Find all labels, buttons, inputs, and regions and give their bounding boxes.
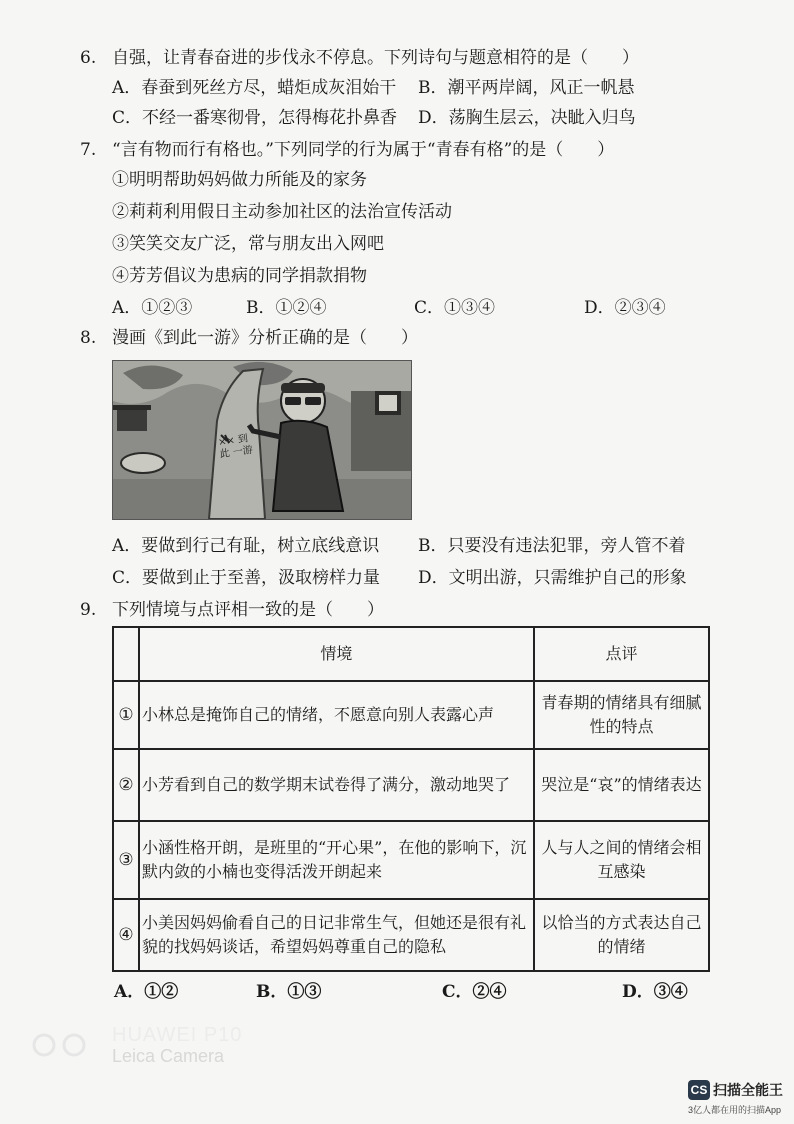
row-number: ②: [113, 749, 139, 821]
camscanner-tagline: 3亿人都在用的扫描App: [688, 1105, 782, 1115]
q8-number: 8.: [80, 328, 97, 348]
q7-option-d: D．②③④: [584, 298, 666, 318]
q6-option-a: A．春蚕到死丝方尽，蜡炬成灰泪始干: [112, 78, 397, 98]
q8-stem: 8. 漫画《到此一游》分析正确的是（ ）: [80, 328, 418, 348]
camscanner-name: 扫描全能王: [713, 1082, 783, 1098]
table-header-comment: 点评: [534, 627, 709, 681]
row-comment: 哭泣是“哀”的情绪表达: [534, 749, 709, 821]
row-context: 小芳看到自己的数学期末试卷得了满分，激动地哭了: [139, 749, 534, 821]
table-row: [113, 749, 709, 821]
row-comment: 以恰当的方式表达自己的情绪: [534, 899, 709, 971]
q7-item-2: ②莉莉利用假日主动参加社区的法治宣传活动: [112, 202, 452, 222]
table-header-row: [113, 627, 709, 681]
row-context: 小林总是掩饰自己的情绪，不愿意向别人表露心声: [139, 681, 534, 749]
table-header-context: 情境: [139, 627, 534, 681]
table-row: [113, 899, 709, 971]
q9-option-b: B．①③: [256, 982, 322, 1002]
q7-option-c: C．①③④: [414, 298, 496, 318]
cartoon-image: [112, 360, 412, 520]
q6-option-d: D．荡胸生层云，决眦入归鸟: [418, 108, 636, 128]
q7-number: 7.: [80, 140, 97, 160]
camscanner-logo-icon: CS: [688, 1080, 710, 1100]
q8-option-a: A．要做到行己有耻，树立底线意识: [112, 536, 380, 556]
q6-stem: 6. 自强，让青春奋进的步伐永不停息。下列诗句与题意相符的是（ ）: [80, 48, 639, 68]
row-context: 小涵性格开朗，是班里的“开心果”，在他的影响下，沉默内敛的小楠也变得活泼开朗起来: [139, 821, 534, 899]
q8-option-c: C．要做到止于至善，汲取榜样力量: [112, 568, 381, 588]
table-row: [113, 821, 709, 899]
camera-watermark-logo: [30, 1030, 100, 1060]
table-row: [113, 681, 709, 749]
q7-item-1: ①明明帮助妈妈做力所能及的家务: [112, 170, 367, 190]
q9-option-a: A．①②: [114, 982, 179, 1002]
q7-item-3: ③笑笑交友广泛，常与朋友出入网吧: [112, 234, 384, 254]
q9-number: 9.: [80, 600, 97, 620]
q7-stem: 7. “言有物而行有格也。”下列同学的行为属于“青春有格”的是（ ）: [80, 140, 615, 160]
q9-option-d: D．③④: [622, 982, 688, 1002]
q7-option-a: A．①②③: [112, 298, 193, 318]
q8-option-d: D．文明出游，只需维护自己的形象: [418, 568, 687, 588]
row-context: 小美因妈妈偷看自己的日记非常生气，但她还是很有礼貌的找妈妈谈话，希望妈妈尊重自己的隐私: [139, 899, 534, 971]
q8-option-b: B．只要没有违法犯罪，旁人管不着: [418, 536, 686, 556]
q7-option-b: B．①②④: [246, 298, 327, 318]
row-comment: 人与人之间的情绪会相互感染: [534, 821, 709, 899]
cartoon-drawing: [113, 361, 411, 519]
camera-watermark-model: HUAWEI P10: [112, 1024, 243, 1046]
camera-watermark-brand: Leica Camera: [112, 1046, 225, 1066]
row-number: ①: [113, 681, 139, 749]
cartoon-graffiti-text: ×× 到此 一游: [217, 433, 254, 461]
row-number: ③: [113, 821, 139, 899]
q9-option-c: C．②④: [442, 982, 507, 1002]
q6-option-b: B．潮平两岸阔，风正一帆悬: [418, 78, 635, 98]
row-number: ④: [113, 899, 139, 971]
q7-item-4: ④芳芳倡议为患病的同学捐款捐物: [112, 266, 367, 286]
q9-stem: 9. 下列情境与点评相一致的是（ ）: [80, 600, 384, 620]
q6-option-c: C．不经一番寒彻骨，怎得梅花扑鼻香: [112, 108, 398, 128]
q9-table: [112, 626, 710, 972]
table-header-blank: [113, 627, 139, 681]
row-comment: 青春期的情绪具有细腻性的特点: [534, 681, 709, 749]
q6-number: 6.: [80, 48, 97, 68]
